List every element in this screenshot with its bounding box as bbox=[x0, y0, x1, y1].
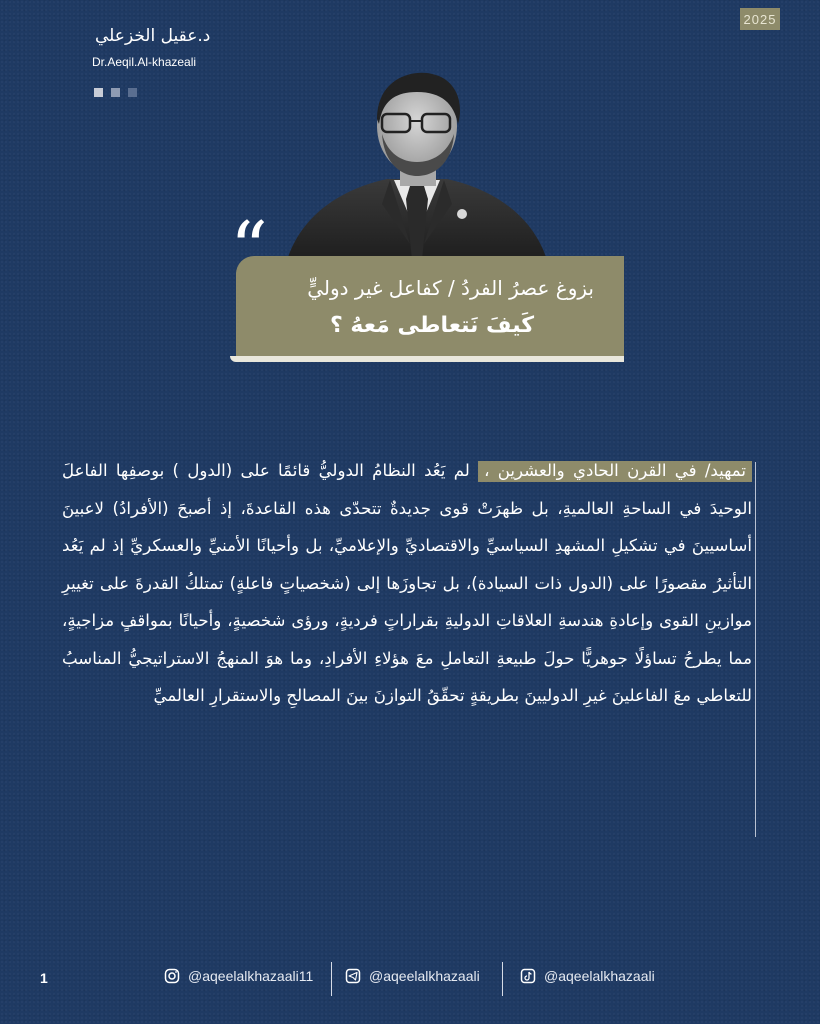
instagram-handle-link[interactable] bbox=[164, 968, 313, 984]
page-number: 1 bbox=[40, 970, 48, 986]
author-name-english: Dr.Aeqil.Al-khazeali bbox=[92, 55, 197, 69]
body-text-block bbox=[62, 452, 752, 715]
intro-highlight: تمهيد/ في القرن الحادي والعشرين ، bbox=[478, 461, 752, 482]
square-dot bbox=[94, 88, 103, 97]
body-divider-line bbox=[755, 462, 756, 837]
title-line-2: كَيفَ نَتعاطى مَعهُ ؟ bbox=[330, 313, 534, 338]
author-portrait bbox=[282, 64, 552, 260]
instagram-handle: @aqeelalkhazaali11 bbox=[188, 968, 314, 984]
quote-icon: “ bbox=[230, 206, 268, 292]
tiktok-icon bbox=[520, 968, 536, 984]
year-badge: 2025 bbox=[740, 8, 780, 30]
tiktok-handle-link[interactable] bbox=[520, 968, 655, 984]
footer-separator bbox=[331, 962, 332, 996]
telegram-icon bbox=[345, 968, 361, 984]
tiktok-handle: @aqeelalkhazaali bbox=[544, 968, 655, 984]
footer-separator bbox=[502, 962, 503, 996]
decorative-squares bbox=[94, 88, 137, 97]
author-name-arabic: د.عقيل الخزعلي bbox=[95, 26, 211, 46]
instagram-icon bbox=[164, 968, 180, 984]
telegram-handle-link[interactable] bbox=[345, 968, 480, 984]
body-paragraph: لم يَعُد النظامُ الدوليُّ قائمًا على (الدول ) بوصفِها الفاعلَ الوحيدَ في الساحةِ العالميةِ، بل ظهرَتْ قوى جديدةٌ تتحدّى هذه القاعدةَ، إذ أصبحَ (الأفرادُ) لاعبينَ أساسيينَ في تشكيلِ المشهدِ السياسيِّ والاقتصاديِّ والإعلاميِّ، بل وأحيانًا الأمنيِّ والعسكريِّ إذ لم يَعُد التأثيرُ مقصورًا على (الدول ذات السيادة)، بل تجاوزَها إلى (شخصياتٍ فاعلةٍ) تمتلكُ القدرةَ على تغييرِ موازينِ القوى وإعادةِ هندسةِ العلاقاتِ الدوليةِ بقراراتٍ فرديةٍ، ورؤى شخصيةٍ، وأحيانًا بمواقفٍ مزاجيةٍ، مما يطرحُ تساؤلًا جوهريًّا حولَ طبيعةِ التعاملِ معَ هؤلاءِ الأفرادِ، وما هوَ المنهجُ الاستراتيجيُّ المناسبُ للتعاطي معَ الفاعلينَ غيرِ الدوليينَ بطريقةٍ تحقّقُ التوازنَ بينَ المصالحِ والاستقرارِ العالميِّ bbox=[62, 461, 752, 705]
square-dot bbox=[111, 88, 120, 97]
telegram-handle: @aqeelalkhazaali bbox=[369, 968, 480, 984]
title-line-1: بزوغ عصرُ الفردُ / كفاعل غير دوليٍّ bbox=[307, 276, 594, 300]
square-dot bbox=[128, 88, 137, 97]
title-box bbox=[236, 256, 624, 356]
